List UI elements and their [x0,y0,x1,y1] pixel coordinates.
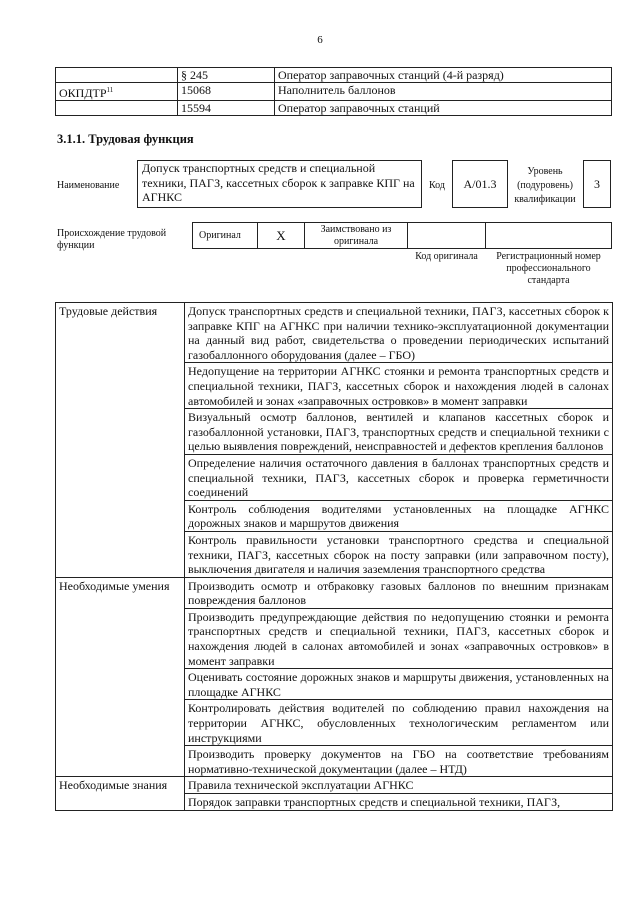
registration-number-box [485,222,612,249]
function-name-value: Допуск транспортных средств и специальной техники, ПАГЗ, кассетных сборок к заправке КПГ на АГНКС [137,160,422,208]
labor-actions-item: Контроль правильности установки транспортного средства и специальной техники, ПАГЗ, кассетных сборок на посту заправки (или заправочном посту), выключения двигателя и наличия заземления транспортного средства [185,531,613,577]
codes-row [56,101,612,116]
level-label: Уровень (подуровень) квалификации [514,166,576,205]
category-required-skills: Необходимые умения [56,577,185,777]
labor-actions-item: Допуск транспортных средств и специальной техники, ПАГЗ, кассетных сборок к заправке КПГ на АГНКС при наличии технико-эксплуатационной документации на данный вид работ, свидетельства о проведении периодических испытаний газобаллонного оборудования (далее – ГБО) [185,303,613,363]
original-code-box [407,222,486,249]
category-labor-actions: Трудовые действия [56,303,185,578]
original-label: Оригинал [192,222,258,249]
borrowed-label: Заимствовано из оригинала [304,222,408,249]
code-title-cell: Оператор заправочных станций [275,101,612,116]
section-title: 3.1.1. Трудовая функция [57,132,194,146]
labor-actions-item: Контроль соблюдения водителями установленных на площадке АГНКС дорожных знаков и маршрутов движения [185,500,613,531]
required-skills-item: Оценивать состояние дорожных знаков и маршруты движения, установленных на площадке АГНКС [185,669,613,700]
code-label: Код [429,180,445,191]
labor-actions-item: Недопущение на территории АГНКС стоянки и ремонта транспортных средств и специальной техники, ПАГЗ, кассетных сборок и нахождения людей в салонах автомобилей и зонах «заправочных островков» в момент заправки [185,363,613,409]
name-label: Наименование [57,180,120,191]
category-required-knowledge: Необходимые знания [56,777,185,810]
required-skills-item: Производить осмотр и отбраковку газовых баллонов по внешним признакам повреждения баллонов [185,577,613,608]
function-content-body [56,303,613,811]
labor-actions-item: Определение наличия остаточного давления в баллонах транспортных средств и специальной техники, ПАГЗ, кассетных сборок и проверка герметичности соединений [185,454,613,500]
code-name-cell [56,83,178,101]
codes-table [55,67,612,116]
footnote-ref: 11 [106,86,114,94]
table-row [56,577,613,608]
level-value: 3 [583,160,611,208]
code-cell: 15068 [178,83,275,101]
table-row [56,777,613,794]
code-name-cell [56,101,178,116]
codes-row [56,68,612,83]
codes-row [56,83,612,101]
required-knowledge-item: Правила технической эксплуатации АГНКС [185,777,613,794]
origin-label: Происхождение трудовой функции [57,228,167,251]
code-cell: § 245 [178,68,275,83]
required-skills-item: Производить проверку документов на ГБО на соответствие требованиям нормативно-технической документации (далее – НТД) [185,746,613,777]
function-code-value: А/01.3 [452,160,508,208]
code-name-cell [56,68,178,83]
original-mark: Х [257,222,305,249]
code-title-cell: Наполнитель баллонов [275,83,612,101]
function-content-table [55,302,613,811]
page-number: 6 [317,34,323,46]
code-name-text: ОКПДТР [59,86,107,100]
labor-actions-item: Визуальный осмотр баллонов, вентилей и клапанов кассетных сборок и газобаллонной установки, ПАГЗ, транспортных средств и специальной техники с целью выявления повреждений, неисправностей и дефектов крепления баллонов [185,409,613,455]
required-skills-item: Производить предупреждающие действия по недопущению стоянки и ремонта транспортных средств и специальной техники, ПАГЗ, кассетных сборок и нахождения людей в салонах автомобилей и зонах «заправочных островков» в момент заправки [185,608,613,668]
code-cell: 15594 [178,101,275,116]
registration-caption: Регистрационный номер профессионального стандарта [496,251,601,286]
table-row [56,303,613,363]
code-caption: Код оригинала [415,251,478,262]
required-skills-item: Контролировать действия водителей по соблюдению правил нахождения на территории АГНКС, обусловленных технологическим регламентом или инструкциями [185,700,613,746]
code-title-cell: Оператор заправочных станций (4-й разряд) [275,68,612,83]
required-knowledge-item: Порядок заправки транспортных средств и специальной техники, ПАГЗ, [185,794,613,811]
